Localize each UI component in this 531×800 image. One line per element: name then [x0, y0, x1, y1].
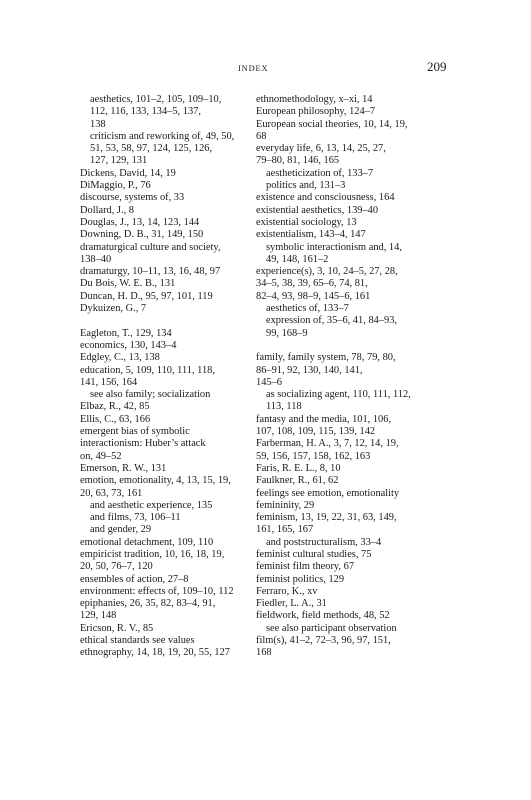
index-entry: [256, 549, 456, 561]
index-subentry: [80, 512, 260, 524]
index-entry-line: and aesthetic experience, 135: [90, 499, 213, 511]
index-column-left: [80, 94, 260, 660]
index-entry: [256, 463, 456, 475]
index-entry-line: everyday life, 6, 13, 14, 25, 27,: [256, 143, 386, 155]
index-entry: [80, 549, 260, 574]
index-subentry: [256, 315, 456, 340]
index-entry-line: feminist politics, 129: [256, 573, 345, 585]
index-entry-line: education, 5, 109, 110, 111, 118,: [80, 364, 215, 376]
index-entry: [256, 266, 456, 303]
index-entry-line: on, 49–52: [80, 450, 122, 462]
index-entry-line: 51, 53, 58, 97, 124, 125, 126,: [90, 143, 213, 155]
index-entry: [80, 463, 260, 475]
index-subentry: [80, 524, 260, 536]
index-entry-line: ensembles of action, 27–8: [80, 573, 189, 585]
index-entry-line: Ellis, C., 63, 166: [80, 413, 151, 425]
index-entry-line: see also family; socialization: [90, 389, 211, 401]
index-entry-line: femininity, 29: [256, 499, 315, 511]
index-entry: [256, 561, 456, 573]
running-header-title: INDEX: [238, 63, 269, 73]
index-entry: [256, 438, 456, 463]
index-entry: [80, 229, 260, 241]
index-entry-line: 82–4, 93, 98–9, 145–6, 161: [256, 290, 371, 302]
index-subentry: [256, 389, 456, 414]
index-entry-line: existential aesthetics, 139–40: [256, 204, 379, 216]
index-entry-line: 145–6: [256, 376, 282, 388]
index-entry: [80, 537, 260, 549]
index-entry: [80, 635, 260, 647]
index-entry-line: European philosophy, 124–7: [256, 106, 376, 118]
index-entry-line: and films, 73, 106–11: [90, 512, 181, 524]
index-entry-line: 59, 156, 157, 158, 162, 163: [256, 450, 371, 462]
index-entry: [256, 475, 456, 487]
index-entry: [80, 205, 260, 217]
index-entry: [256, 512, 456, 537]
index-entry: [80, 303, 260, 315]
index-entry-line: feminist cultural studies, 75: [256, 548, 372, 560]
index-entry-line: 20, 50, 76–7, 120: [80, 561, 153, 573]
index-entry-line: ethnography, 14, 18, 19, 20, 55, 127: [80, 647, 230, 659]
index-entry: [80, 266, 260, 278]
index-subentry: [256, 180, 456, 192]
index-entry: [256, 414, 456, 439]
index-entry: [80, 340, 260, 352]
index-entry-line: and gender, 29: [90, 524, 152, 536]
index-entry-line: empiricist tradition, 10, 16, 18, 19,: [80, 548, 225, 560]
index-entry-line: 113, 118: [266, 401, 302, 413]
index-entry-line: feminism, 13, 19, 22, 31, 63, 149,: [256, 512, 397, 524]
index-entry-line: emotion, emotionality, 4, 13, 15, 19,: [80, 475, 231, 487]
index-subentry: [80, 389, 260, 401]
index-entry: [80, 475, 260, 500]
index-entry-line: symbolic interactionism and, 14,: [266, 241, 402, 253]
index-entry-line: as socializing agent, 110, 111, 112,: [266, 389, 411, 401]
index-entry-line: 168: [256, 647, 272, 659]
index-entry: [80, 401, 260, 413]
index-entry: [80, 278, 260, 290]
index-entry: [80, 242, 260, 267]
index-entry-line: 112, 116, 133, 134–5, 137,: [90, 106, 201, 118]
index-entry-line: feminist film theory, 67: [256, 561, 355, 573]
index-entry: [80, 168, 260, 180]
index-entry-line: Dollard, J., 8: [80, 204, 134, 216]
index-entry-line: aestheticization of, 133–7: [266, 167, 374, 179]
index-entry: [256, 143, 456, 168]
index-entry: [256, 217, 456, 229]
index-entry: [256, 119, 456, 144]
index-entry: [80, 291, 260, 303]
index-entry-line: existential sociology, 13: [256, 216, 357, 228]
index-entry-line: Dickens, David, 14, 19: [80, 167, 176, 179]
index-entry-line: Ferraro, K., xv: [256, 585, 318, 597]
index-entry: [80, 647, 260, 659]
index-entry-line: Ericson, R. V., 85: [80, 622, 154, 634]
index-entry: [256, 229, 456, 241]
index-entry-line: feelings see emotion, emotionality: [256, 487, 400, 499]
index-subentry: [80, 94, 260, 131]
index-entry-line: existence and consciousness, 164: [256, 192, 395, 204]
index-subentry: [80, 500, 260, 512]
index-entry: [80, 180, 260, 192]
index-entry-line: politics and, 131–3: [266, 180, 346, 192]
index-subentry: [80, 131, 260, 168]
index-entry: [80, 192, 260, 204]
index-subentry: [256, 537, 456, 549]
index-subentry: [256, 303, 456, 315]
index-entry-line: Elbaz, R., 42, 85: [80, 401, 150, 413]
index-subentry: [256, 242, 456, 267]
index-entry-line: 86–91, 92, 130, 140, 141,: [256, 364, 363, 376]
index-entry-line: 99, 168–9: [266, 327, 308, 339]
index-entry: [80, 328, 260, 340]
index-entry-line: Faris, R. E. L., 8, 10: [256, 462, 341, 474]
index-entry-line: European social theories, 10, 14, 19,: [256, 118, 408, 130]
index-entry-line: emergent bias of symbolic: [80, 426, 190, 438]
index-entry-line: existentialism, 143–4, 147: [256, 229, 366, 241]
index-entry-line: 138: [90, 118, 106, 130]
index-entry-line: epiphanies, 26, 35, 82, 83–4, 91,: [80, 598, 216, 610]
index-entry: [256, 500, 456, 512]
index-entry-line: Farberman, H. A., 3, 7, 12, 14, 19,: [256, 438, 399, 450]
index-entry: [256, 94, 456, 106]
index-entry-line: 127, 129, 131: [90, 155, 148, 167]
index-entry-line: DiMaggio, P., 76: [80, 180, 151, 192]
index-entry-line: 138–40: [80, 253, 112, 265]
index-entry: [80, 586, 260, 598]
index-entry: [256, 205, 456, 217]
index-entry-line: economics, 130, 143–4: [80, 339, 177, 351]
index-entry-line: Duncan, H. D., 95, 97, 101, 119: [80, 290, 213, 302]
index-entry-line: expression of, 35–6, 41, 84–93,: [266, 315, 398, 327]
index-entry: [256, 574, 456, 586]
index-entry: [256, 352, 456, 389]
index-entry-line: experience(s), 3, 10, 24–5, 27, 28,: [256, 266, 398, 278]
letter-group-gap: [80, 315, 260, 327]
index-entry-line: and poststructuralism, 33–4: [266, 536, 382, 548]
index-entry: [256, 635, 456, 660]
index-subentry: [256, 623, 456, 635]
index-entry-line: 34–5, 38, 39, 65–6, 74, 81,: [256, 278, 368, 290]
index-entry: [80, 426, 260, 463]
index-entry-line: aesthetics, 101–2, 105, 109–10,: [90, 94, 222, 105]
index-entry-line: dramaturgy, 10–11, 13, 16, 48, 97: [80, 266, 221, 278]
index-entry: [80, 574, 260, 586]
index-entry-line: criticism and reworking of, 49, 50,: [90, 130, 235, 142]
index-entry: [256, 488, 456, 500]
index-entry-line: 79–80, 81, 146, 165: [256, 155, 340, 167]
index-entry-line: 161, 165, 167: [256, 524, 314, 536]
index-entry-line: emotional detachment, 109, 110: [80, 536, 214, 548]
page-number: 209: [427, 59, 447, 74]
index-entry: [80, 352, 260, 364]
index-entry-line: Downing, D. B., 31, 149, 150: [80, 229, 204, 241]
index-entry-line: 129, 148: [80, 610, 117, 622]
index-entry-line: ethnomethodology, x–xi, 14: [256, 94, 373, 105]
index-subentry: [256, 168, 456, 180]
index-entry: [256, 598, 456, 610]
index-entry-line: discourse, systems of, 33: [80, 192, 185, 204]
index-entry-line: aesthetics of, 133–7: [266, 303, 349, 315]
index-entry-line: Fiedler, L. A., 31: [256, 598, 327, 610]
index-entry: [256, 610, 456, 622]
index-entry-line: 107, 108, 109, 115, 139, 142: [256, 426, 376, 438]
index-entry: [256, 192, 456, 204]
index-entry-line: dramaturgical culture and society,: [80, 241, 221, 253]
index-entry-line: fantasy and the media, 101, 106,: [256, 413, 392, 425]
index-entry-line: interactionism: Huber’s attack: [80, 438, 206, 450]
index-entry-line: ethical standards see values: [80, 635, 195, 647]
index-entry-line: Eagleton, T., 129, 134: [80, 327, 172, 339]
index-entry-line: 49, 148, 161–2: [266, 253, 329, 265]
letter-group-gap: [256, 340, 456, 352]
index-entry-line: family, family system, 78, 79, 80,: [256, 352, 396, 364]
index-entry-line: Dykuizen, G., 7: [80, 303, 147, 315]
index-entry: [80, 365, 260, 390]
index-entry-line: environment: effects of, 109–10, 112: [80, 585, 234, 597]
index-entry-line: fieldwork, field methods, 48, 52: [256, 610, 390, 622]
index-entry-line: Du Bois, W. E. B., 131: [80, 278, 176, 290]
index-entry-line: 68: [256, 130, 267, 142]
index-entry-line: Douglas, J., 13, 14, 123, 144: [80, 216, 200, 228]
index-entry-line: Emerson, R. W., 131: [80, 462, 167, 474]
index-entry: [256, 106, 456, 118]
index-entry: [256, 586, 456, 598]
index-column-right: [256, 94, 456, 660]
index-entry: [80, 414, 260, 426]
index-entry: [80, 623, 260, 635]
index-entry-line: film(s), 41–2, 72–3, 96, 97, 151,: [256, 635, 391, 647]
index-entry-line: Edgley, C., 13, 138: [80, 352, 160, 364]
index-entry: [80, 217, 260, 229]
index-entry-line: 20, 63, 73, 161: [80, 487, 143, 499]
index-entry-line: 141, 156, 164: [80, 376, 138, 388]
index-entry-line: Faulkner, R., 61, 62: [256, 475, 339, 487]
index-entry-line: see also participant observation: [266, 622, 397, 634]
index-entry: [80, 598, 260, 623]
